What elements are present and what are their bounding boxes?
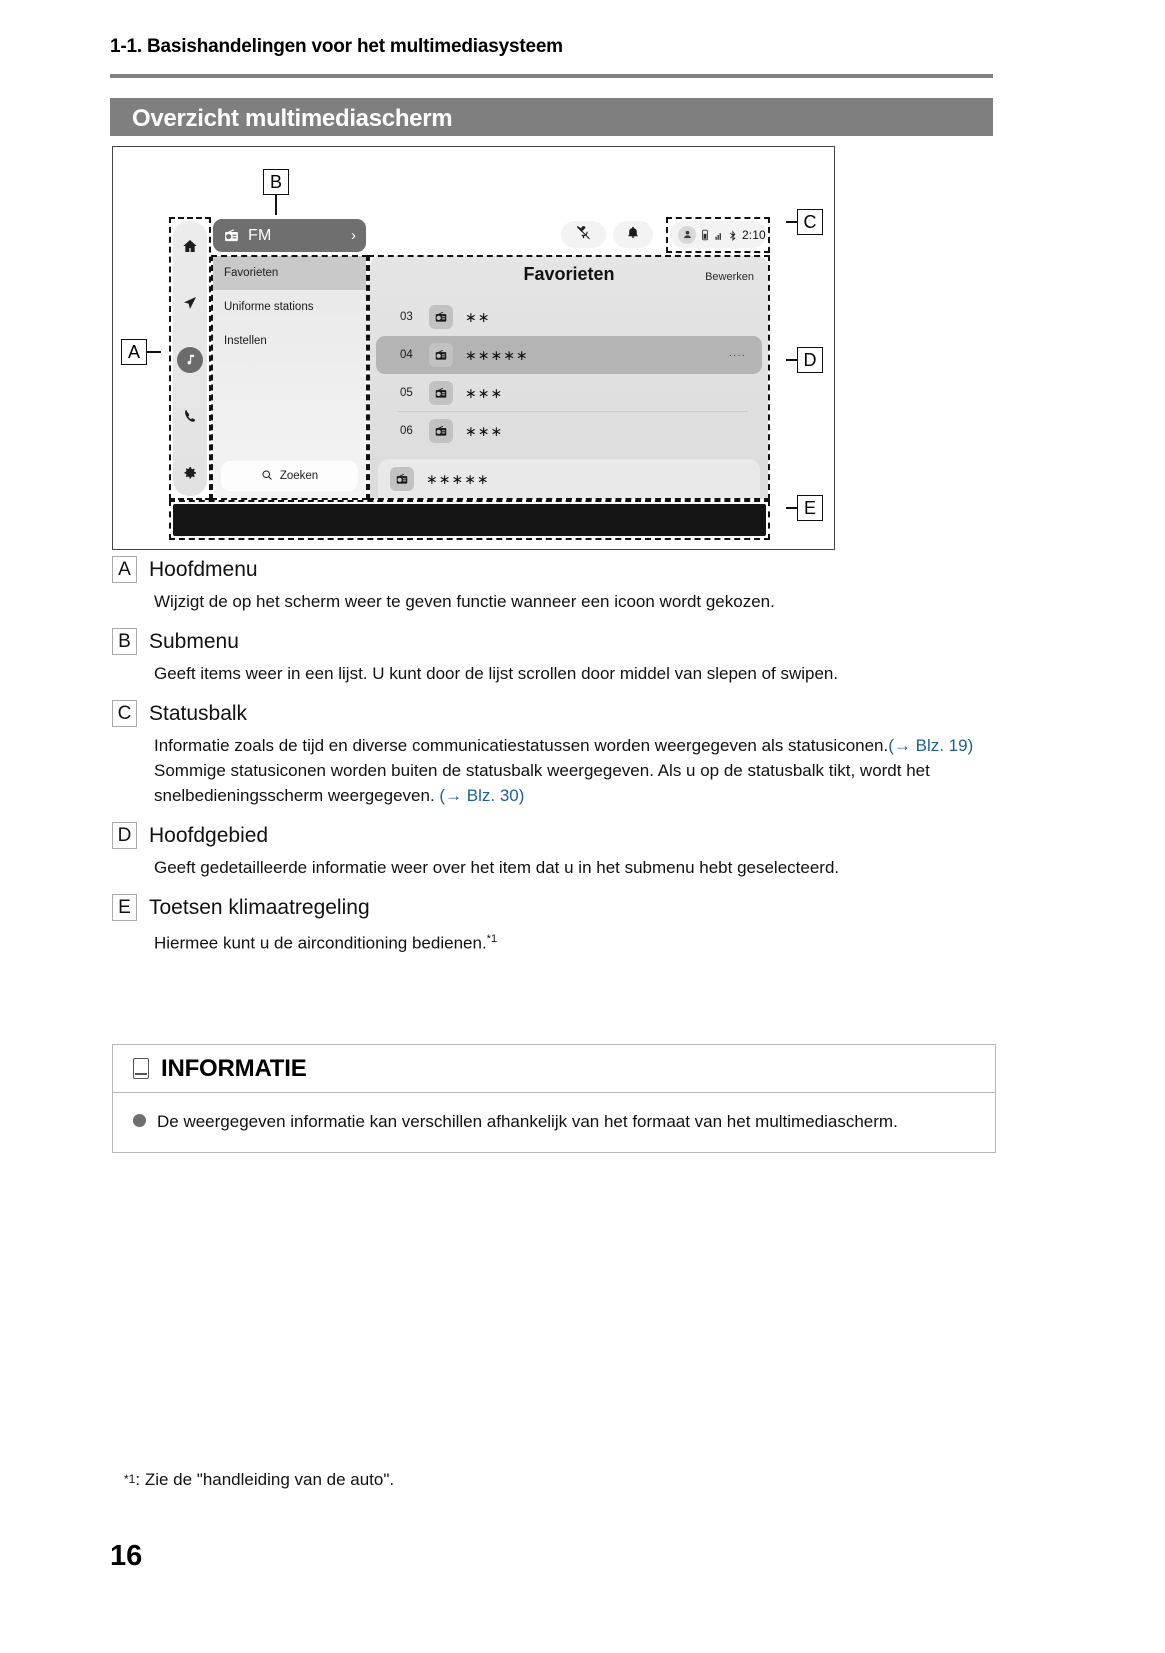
information-box bbox=[112, 1044, 996, 1153]
station-name: ∗∗ bbox=[465, 308, 491, 325]
submenu-item-favorieten[interactable]: Favorieten bbox=[213, 256, 366, 290]
search-button-label: Zoeken bbox=[279, 470, 319, 482]
page-link-30[interactable]: (→ Blz. 30) bbox=[439, 786, 525, 805]
clock-time: 2:10 bbox=[742, 227, 766, 242]
legend-body-text: Hiermee kunt u de airconditioning bedienen. bbox=[154, 933, 487, 953]
information-box-text: De weergegeven informatie kan verschillen afhankelijk van het formaat van het multimediascherm. bbox=[157, 1112, 898, 1131]
source-label: FM bbox=[248, 226, 272, 244]
legend-list bbox=[112, 556, 996, 970]
notifications-button[interactable] bbox=[613, 221, 653, 248]
legend-item-c bbox=[112, 700, 996, 808]
callout-region-b bbox=[211, 255, 368, 500]
information-box-body bbox=[113, 1093, 995, 1152]
section-title-band bbox=[110, 98, 993, 136]
legend-title: Submenu bbox=[149, 629, 239, 653]
legend-body-part2: Sommige statusiconen worden buiten de statusbalk weergegeven. Als u op de statusbalk tikt, wordt het snelbedieningsscherm weergegeven. bbox=[154, 761, 930, 805]
preset-number: 03 bbox=[400, 311, 413, 323]
multimedia-screen-mock bbox=[161, 215, 786, 517]
callout-label-d: D bbox=[797, 347, 823, 373]
edit-button[interactable]: Bewerken bbox=[705, 271, 754, 283]
callout-label-c: C bbox=[797, 209, 823, 235]
callout-label-b: B bbox=[263, 169, 289, 195]
voice-muted-icon bbox=[575, 224, 592, 246]
station-name: ∗∗∗ bbox=[465, 384, 504, 401]
figure-frame bbox=[112, 146, 835, 550]
legend-key: B bbox=[112, 628, 137, 655]
legend-title: Statusbalk bbox=[149, 701, 248, 725]
preset-number: 04 bbox=[400, 349, 413, 361]
legend-key: A bbox=[112, 556, 137, 583]
legend-item-a bbox=[112, 556, 996, 614]
main-area-title: Favorieten bbox=[523, 264, 615, 284]
callout-region-c bbox=[666, 217, 770, 253]
source-header-fm[interactable] bbox=[213, 219, 366, 252]
legend-key: D bbox=[112, 822, 137, 849]
legend-key: E bbox=[112, 894, 137, 921]
footnote-marker: *1 bbox=[486, 933, 498, 945]
legend-item-b bbox=[112, 628, 996, 686]
information-box-header bbox=[113, 1045, 995, 1093]
legend-body bbox=[154, 927, 996, 956]
callout-label-a: A bbox=[121, 339, 147, 365]
callout-label-e: E bbox=[797, 495, 823, 521]
bell-icon bbox=[626, 225, 640, 244]
preset-number: 06 bbox=[400, 425, 413, 437]
submenu-item-instellen[interactable]: Instellen bbox=[224, 335, 267, 347]
chevron-right-icon[interactable]: › bbox=[351, 227, 356, 244]
header-divider bbox=[110, 74, 993, 78]
legend-body-part1: Informatie zoals de tijd en diverse communicatiestatussen worden weergegeven als statusiconen. bbox=[154, 736, 889, 755]
chapter-title: 1-1. Basishandelingen voor het multimediasysteem bbox=[110, 36, 563, 57]
legend-title: Toetsen klimaatregeling bbox=[149, 895, 370, 919]
station-name: ∗∗∗∗∗ bbox=[465, 346, 529, 363]
information-box-title: INFORMATIE bbox=[161, 1054, 307, 1082]
radio-icon bbox=[223, 227, 240, 244]
legend-key: C bbox=[112, 700, 137, 727]
legend-body: Geeft gedetailleerde informatie weer over het item dat u in het submenu hebt geselecteerd. bbox=[154, 858, 840, 877]
callout-region-a bbox=[169, 217, 211, 500]
legend-item-d bbox=[112, 822, 996, 880]
legend-item-e bbox=[112, 894, 996, 956]
preset-number: 05 bbox=[400, 387, 413, 399]
callout-region-e bbox=[169, 500, 770, 540]
callout-region-d bbox=[368, 255, 770, 500]
legend-body bbox=[154, 733, 996, 808]
bullet-icon bbox=[133, 1114, 146, 1127]
voice-muted-button[interactable] bbox=[561, 221, 606, 248]
legend-title: Hoofdmenu bbox=[149, 557, 258, 581]
page-number: 16 bbox=[110, 1540, 143, 1572]
page-footnote bbox=[124, 1470, 394, 1490]
footnote-separator: : bbox=[135, 1470, 141, 1489]
section-title: Overzicht multimediascherm bbox=[132, 105, 453, 132]
legend-body: Wijzigt de op het scherm weer te geven functie wanneer een icoon wordt gekozen. bbox=[154, 592, 775, 611]
overflow-dots-icon[interactable]: ···· bbox=[728, 349, 746, 361]
now-playing-name: ∗∗∗∗∗ bbox=[426, 470, 490, 487]
footnote-text: Zie de "handleiding van de auto". bbox=[144, 1470, 395, 1489]
page-link-19[interactable]: (→ Blz. 19) bbox=[888, 736, 974, 755]
legend-title: Hoofdgebied bbox=[149, 823, 269, 847]
footnote-marker: *1 bbox=[124, 1472, 136, 1486]
bookmark-icon bbox=[133, 1058, 149, 1079]
legend-body: Geeft items weer in een lijst. U kunt door de lijst scrollen door middel van slepen of swipen. bbox=[154, 664, 839, 683]
station-name: ∗∗∗ bbox=[465, 422, 504, 439]
submenu-item-uniforme-stations[interactable]: Uniforme stations bbox=[224, 301, 314, 313]
